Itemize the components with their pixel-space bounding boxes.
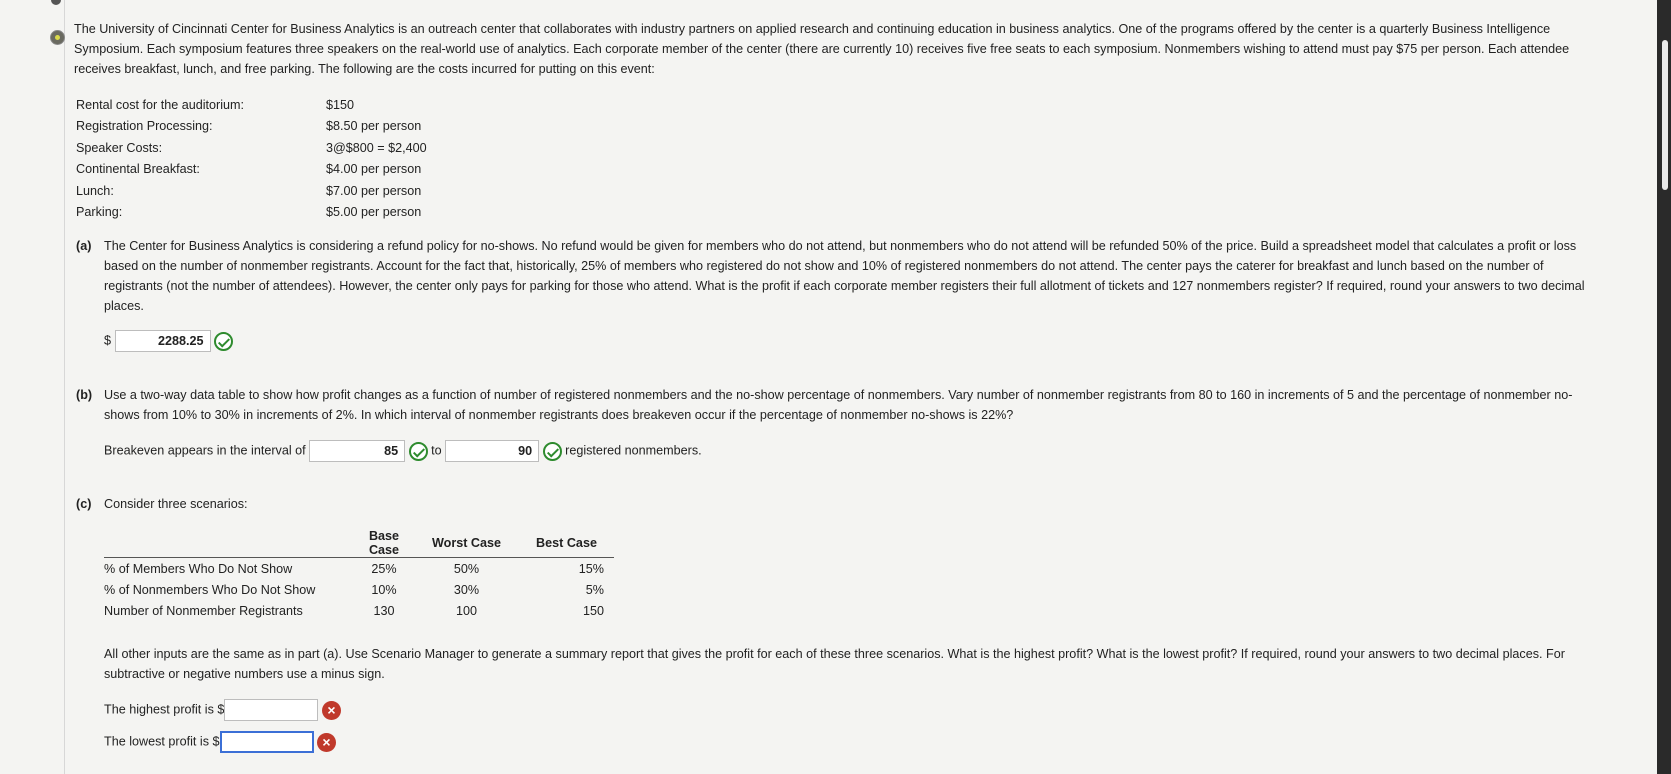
part-b-tag: (b)	[76, 388, 93, 402]
part-c-followup-text: All other inputs are the same as in part (a). Use Scenario Manager to generate a summary report that gives the profit for each of these three scenarios. What is the highest profit? What is the lowest profit? If required, round your answers to two decimal places. For subtractive or negative numbers use a minus sign.	[104, 647, 1565, 681]
cost-label: Registration Processing:	[76, 119, 213, 134]
part-a-answer-row	[104, 330, 233, 352]
cell: 30%	[453, 582, 480, 597]
cost-label: Lunch:	[76, 183, 114, 198]
scrollbar-thumb[interactable]	[1662, 40, 1668, 190]
highest-profit-input[interactable]	[224, 699, 318, 721]
cell: 10%	[371, 582, 397, 597]
highest-profit-label: The highest profit is $	[104, 702, 225, 717]
cell: 50%	[414, 558, 519, 580]
part-a-text: The Center for Business Analytics is considering a refund policy for no-shows. No refund would be given for members who do not attend, but nonmembers who do not attend will be refunded 50% of the price. Build a spreadsheet model that calculates a profit or loss based on the number of nonmember registrants. Account for the fact that, historically, 25% of members who registered do not show and 10% of registered nonmembers do not attend. The center pays the caterer for breakfast and lunch based on the number of registrants (not the number of attendees). However, the center only pays for parking for those who attend. What is the profit if each corporate member registers their full allotment of tickets and 127 nonmembers register? If required, round your answers to two decimal places.	[104, 239, 1585, 313]
scenario-header-row	[104, 529, 614, 558]
cost-row	[76, 116, 466, 138]
breakeven-high-input[interactable]: 90	[445, 440, 539, 462]
cost-list	[76, 94, 466, 223]
cost-value: $8.50 per person	[326, 119, 422, 134]
row-label: % of Nonmembers Who Do Not Show	[104, 582, 316, 597]
part-a	[76, 236, 1604, 316]
header-blank	[104, 529, 354, 558]
lowest-profit-label: The lowest profit is $	[104, 734, 220, 749]
problem-intro: The University of Cincinnati Center for Business Analytics is an outreach center that collaborates with industry partners on applied research and continuing education in business analytics. One of the programs offered by the center is a quarterly Business Intelligence Symposium. Each symposium features three speakers on the real-world use of analytics. Each corporate member of the center (there are currently 10) receives five free seats to each symposium. Nonmembers wishing to attend must pay $75 per person. Each attendee receives breakfast, lunch, and free parking. The following are the costs incurred for putting on this event:	[74, 22, 1570, 76]
cost-label: Speaker Costs:	[76, 140, 163, 155]
cost-row	[76, 94, 466, 116]
table-row	[104, 579, 614, 600]
breakeven-to-label: to	[431, 443, 442, 458]
scrollbar[interactable]	[1657, 0, 1671, 774]
table-row	[104, 600, 614, 621]
cost-label: Continental Breakfast:	[76, 162, 200, 177]
header-worst-case: Worst Case	[414, 529, 519, 558]
part-c	[76, 494, 1604, 514]
highest-profit-row	[104, 699, 341, 721]
table-row	[104, 558, 614, 580]
incorrect-x-icon: ×	[317, 733, 336, 752]
incorrect-x-icon: ×	[322, 701, 341, 720]
cost-value: $150	[326, 97, 355, 112]
breakeven-prefix: Breakeven appears in the interval of	[104, 443, 306, 458]
cost-value: $7.00 per person	[326, 183, 422, 198]
part-b	[76, 385, 1604, 425]
part-c-text: Consider three scenarios:	[104, 497, 248, 511]
cost-label: Rental cost for the auditorium:	[76, 97, 244, 112]
cell: 100	[455, 603, 477, 618]
top-marker	[51, 0, 61, 5]
part-b-text: Use a two-way data table to show how profit changes as a function of number of registered nonmembers and the no-show percentage of nonmembers. Vary number of nonmember registrants from 80 to 160 in increments of 5 and the percentage of nonmember no-shows from 10% to 30% in increments of 2%. In which interval of nonmember registrants does breakeven occur if the percentage of nonmember no-shows is 22%?	[104, 388, 1573, 422]
part-a-answer-input[interactable]: 2288.25	[115, 330, 211, 352]
cost-value: $5.00 per person	[326, 205, 422, 220]
part-c-tag: (c)	[76, 497, 92, 511]
cell: 25%	[354, 558, 414, 580]
scenario-table	[104, 529, 614, 621]
cost-row	[76, 137, 466, 159]
header-best-case: Best Case	[519, 529, 614, 558]
correct-check-icon	[409, 442, 428, 461]
part-c-followup	[104, 644, 1604, 684]
cost-row	[76, 202, 466, 224]
row-label: % of Members Who Do Not Show	[104, 558, 354, 580]
cell: 150	[582, 603, 604, 618]
lowest-profit-row	[104, 731, 336, 753]
currency-label: $	[104, 333, 112, 348]
cost-row	[76, 159, 466, 181]
correct-check-icon	[214, 332, 233, 351]
cost-value: $4.00 per person	[326, 162, 422, 177]
part-b-answer-row	[104, 440, 702, 462]
cell: 15%	[519, 558, 614, 580]
cost-label: Parking:	[76, 205, 123, 220]
breakeven-low-input[interactable]: 85	[309, 440, 405, 462]
correct-check-icon	[543, 442, 562, 461]
cell: 130	[373, 603, 395, 618]
left-divider	[64, 0, 65, 774]
part-a-tag: (a)	[76, 239, 92, 253]
cell: 5%	[585, 582, 604, 597]
cost-value: 3@$800 = $2,400	[326, 140, 427, 155]
header-base-case: Base Case	[354, 529, 414, 558]
question-status-icon	[50, 30, 65, 45]
lowest-profit-input[interactable]	[220, 731, 314, 753]
row-label: Number of Nonmember Registrants	[104, 603, 303, 618]
breakeven-suffix: registered nonmembers.	[565, 443, 702, 458]
cost-row	[76, 180, 466, 202]
